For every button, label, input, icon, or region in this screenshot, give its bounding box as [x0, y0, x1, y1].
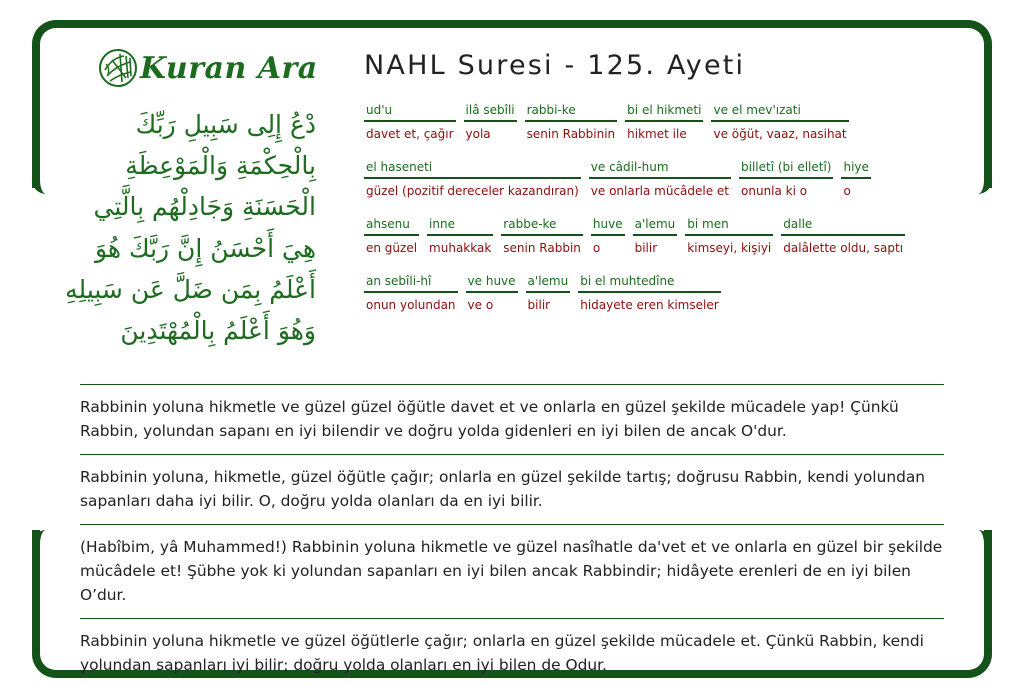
word-cell[interactable]	[427, 214, 493, 271]
word-meaning: dalâlette oldu, saptı	[783, 241, 904, 255]
word-meaning: hidayete eren kimseler	[580, 298, 719, 312]
word-cell[interactable]	[591, 214, 625, 271]
word-cell[interactable]	[685, 214, 773, 271]
page-title: NAHL Suresi - 125. Ayeti	[364, 50, 746, 81]
word-transliteration: ahsenu	[364, 214, 419, 236]
translation-item: Rabbinin yoluna hikmetle ve güzel güzel öğütle davet et ve onlarla en güzel şekilde mücadele yap! Çünkü Rabbin, yolundan sapanı en iyi bilendir ve doğru yolda gidenleri en iyi bilen de ancak O'dur.	[80, 384, 944, 454]
word-transliteration: bi el hikmeti	[625, 100, 703, 122]
site-logo[interactable]	[98, 46, 318, 90]
translation-item: Rabbinin yoluna hikmetle ve güzel öğütlerle çağır; onlarla en güzel şekilde mücadele et. Çünkü Rabbin, kendi yolundan sapanları iyi bilir; doğru yolda olanları en iyi bilen de Odur.	[80, 618, 944, 688]
word-row	[364, 271, 944, 328]
word-meaning: kimseyi, kişiyi	[687, 241, 772, 255]
word-transliteration: hiye	[841, 157, 870, 179]
word-meaning: onun yolundan	[366, 298, 456, 312]
word-cell[interactable]	[578, 271, 720, 328]
word-meaning: o	[592, 241, 601, 255]
word-cell[interactable]	[589, 157, 731, 214]
word-cell[interactable]	[364, 157, 581, 214]
word-transliteration: billetî (bi elletî)	[739, 157, 833, 179]
word-transliteration: dalle	[781, 214, 905, 236]
word-meaning: yola	[465, 127, 491, 141]
word-meaning: onunla ki o	[741, 184, 808, 198]
word-row	[364, 157, 944, 214]
word-transliteration: el haseneti	[364, 157, 581, 179]
arabic-line: هِيَ أَحْسَنُ إِنَّ رَبَّكَ هُوَ	[94, 233, 316, 263]
word-transliteration: ve câdil-hum	[589, 157, 731, 179]
word-cell[interactable]	[364, 100, 456, 157]
word-meaning: güzel (pozitif dereceler kazandıran)	[366, 184, 579, 198]
word-transliteration: rabbi-ke	[525, 100, 618, 122]
word-meaning: bilir	[634, 241, 658, 255]
word-transliteration: ud'u	[364, 100, 456, 122]
word-cell[interactable]	[841, 157, 870, 214]
word-cell[interactable]	[526, 271, 571, 328]
arabic-verse	[44, 104, 316, 351]
word-meaning: senin Rabbinin	[526, 127, 616, 141]
arabic-line: الْحَسَنَةِ وَجَادِلْهُم بِالَّتِي	[93, 192, 316, 222]
word-cell[interactable]	[625, 100, 703, 157]
word-meaning: senin Rabbin	[503, 241, 581, 255]
word-transliteration: a'lemu	[526, 271, 571, 293]
word-by-word-grid	[364, 100, 944, 328]
arabic-line: وَهُوَ أَعْلَمُ بِالْمُهْتَدِينَ	[120, 316, 316, 346]
word-cell[interactable]	[525, 100, 618, 157]
word-transliteration: ve huve	[466, 271, 518, 293]
word-transliteration: an sebîli-hî	[364, 271, 458, 293]
word-cell[interactable]	[633, 214, 678, 271]
word-cell[interactable]	[711, 100, 848, 157]
word-cell[interactable]	[364, 214, 419, 271]
translation-item: (Habîbim, yâ Muhammed!) Rabbinin yoluna hikmetle ve güzel nasîhatle da'vet et ve onlarla en güzel bir şekilde mücâdele et! Şübhe yok ki yolundan sapanları en iyi bilen ancak Rabbindir; hidâyete erenleri de en iyi bilen O’dur.	[80, 524, 944, 618]
word-meaning: o	[843, 184, 851, 198]
word-row	[364, 100, 944, 157]
word-transliteration: huve	[591, 214, 625, 236]
word-cell[interactable]	[466, 271, 518, 328]
word-transliteration: bi el muhtedîne	[578, 271, 720, 293]
word-meaning: ve o	[467, 298, 494, 312]
word-cell[interactable]	[739, 157, 833, 214]
translation-item: Rabbinin yoluna, hikmetle, güzel öğütle çağır; onlarla en güzel şekilde tartış; doğrusu Rabbin, kendi yolundan sapanları daha iyi bilir. O, doğru yolda olanları da en iyi bilir.	[80, 454, 944, 524]
translations-list	[80, 384, 944, 688]
word-meaning: ve öğüt, vaaz, nasihat	[713, 127, 847, 141]
arabic-line: بِالْحِكْمَةِ وَالْمَوْعِظَةِ	[125, 151, 316, 181]
word-cell[interactable]	[364, 271, 458, 328]
arabic-line: دْعُ إِلِى سَبِيلِ رَبِّكَ	[135, 110, 316, 139]
word-meaning: muhakkak	[429, 241, 492, 255]
word-meaning: bilir	[527, 298, 551, 312]
word-cell[interactable]	[464, 100, 517, 157]
word-transliteration: rabbe-ke	[501, 214, 583, 236]
word-meaning: en güzel	[366, 241, 418, 255]
word-transliteration: inne	[427, 214, 493, 236]
word-meaning: ve onlarla mücâdele et	[590, 184, 730, 198]
word-transliteration: a'lemu	[633, 214, 678, 236]
word-meaning: davet et, çağır	[366, 127, 454, 141]
word-transliteration: bi men	[685, 214, 773, 236]
word-cell[interactable]	[501, 214, 583, 271]
word-row	[364, 214, 944, 271]
word-cell[interactable]	[781, 214, 905, 271]
word-meaning: hikmet ile	[627, 127, 687, 141]
quran-calligraphy-emblem-icon	[98, 48, 138, 88]
word-transliteration: ve el mev'ızati	[711, 100, 848, 122]
logo-text: Kuran Ara	[140, 50, 318, 86]
word-transliteration: ilâ sebîli	[464, 100, 517, 122]
arabic-line: أَعْلَمُ بِمَن ضَلَّ عَن سَبِيلِهِ	[65, 274, 316, 304]
